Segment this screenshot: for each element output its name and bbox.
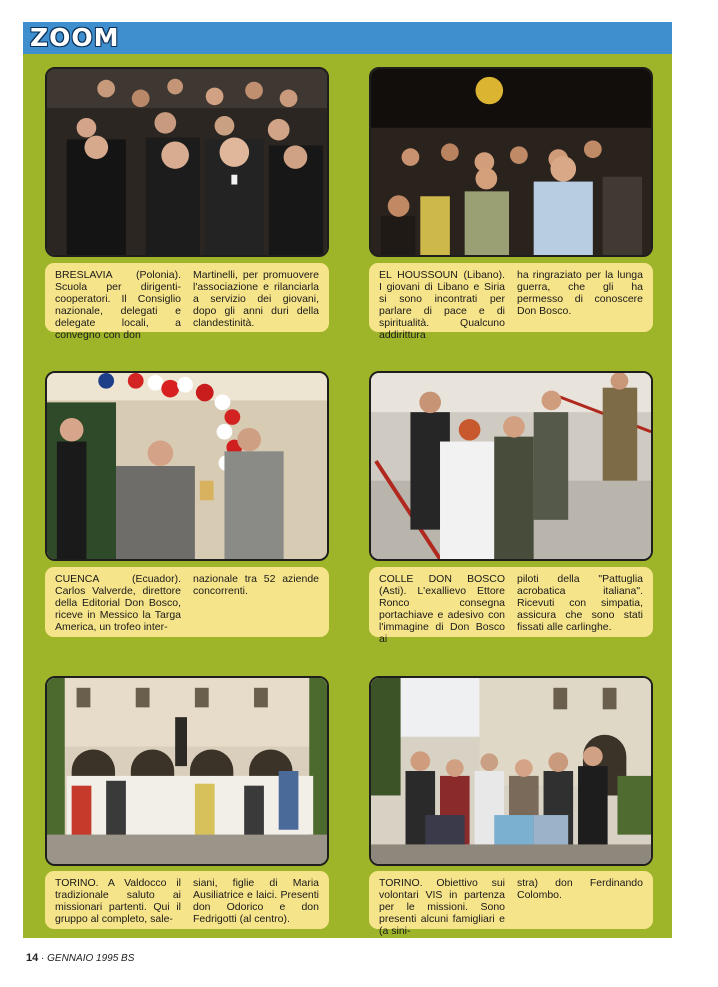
photo-torino-vis	[369, 676, 653, 866]
caption-text-right: stra) don Ferdinando Colombo.	[517, 877, 643, 901]
caption-text-right: nazionale tra 52 aziende concorrenti.	[193, 573, 319, 597]
caption-text-left: BRESLAVIA (Polonia). Scuola per dirigenti-cooperatori. Il Consiglio nazionale, delegati e delegate locali, a convegno con don	[55, 269, 181, 341]
caption-cuenca	[45, 567, 329, 637]
caption-colle-don-bosco	[369, 567, 653, 645]
caption-text-right: Martinelli, per promuovere l'associazione e rilanciarla a servizio dei giovani, dopo gli anni duri della clandestinità.	[193, 269, 319, 329]
caption-torino-vis	[369, 871, 653, 937]
caption-breslavia	[45, 263, 329, 341]
caption-text-right: siani, figlie di Maria Ausiliatrice e laici. Presenti don Odorico e don Fedrigotti (al centro).	[193, 877, 319, 925]
issue-label: GENNAIO 1995 BS	[47, 953, 135, 964]
section-title: ZOOM	[30, 23, 120, 52]
caption-text-left: TORINO. A Valdocco il tradizionale saluto ai missionari partenti. Qui il gruppo al completo, sale-	[55, 877, 181, 925]
caption-text-right: piloti della "Pattuglia acrobatica italiana". Ricevuti con simpatia, assicura che sono stati fissati alle carlinghe.	[517, 573, 643, 633]
footer-separator: ·	[41, 953, 48, 964]
page-footer	[26, 952, 134, 964]
caption-text-right: ha ringraziato per la lunga guerra, che gli ha permesso di conoscere Don Bosco.	[517, 269, 643, 317]
section-header-bar	[23, 22, 672, 54]
caption-text-left: EL HOUSSOUN (Libano). I giovani di Libano e Siria si sono incontrati per parlare di pace e di spiritualità. Qualcuno addirittura	[379, 269, 505, 341]
caption-text-left: CUENCA (Ecuador). Carlos Valverde, direttore della Editorial Don Bosco, riceve in Messico la Targa America, un trofeo inter-	[55, 573, 181, 633]
caption-text-left: COLLE DON BOSCO (Asti). L'exallievo Ettore Ronco consegna portachiave e adesivo con l'immagine di Don Bosco ai	[379, 573, 505, 645]
page-number: 14	[26, 952, 39, 964]
caption-torino-valdocco	[45, 871, 329, 929]
caption-el-houssoun	[369, 263, 653, 341]
photo-breslavia	[45, 67, 329, 257]
photo-torino-valdocco	[45, 676, 329, 866]
photo-el-houssoun	[369, 67, 653, 257]
photo-colle-don-bosco	[369, 371, 653, 561]
photo-cuenca	[45, 371, 329, 561]
caption-text-left: TORINO. Obiettivo sui volontari VIS in partenza per le missioni. Sono presenti alcuni famigliari e (a sini-	[379, 877, 505, 937]
